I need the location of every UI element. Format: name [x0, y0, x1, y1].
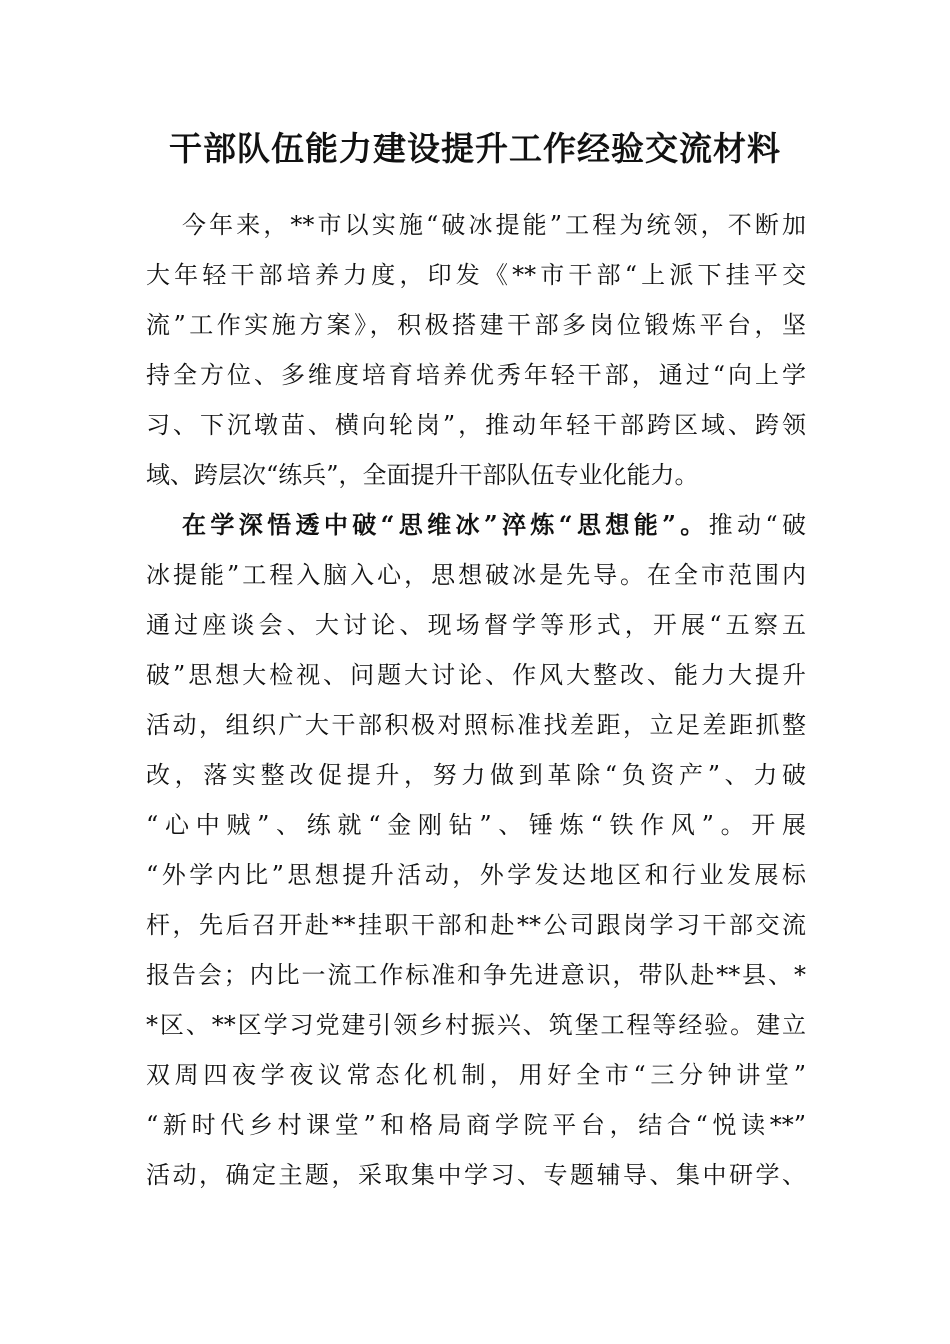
section-heading: 在学深悟透中破“思维冰”淬炼“思想能”。 — [182, 510, 709, 539]
paragraph-line: 报告会；内比一流工作标准和争先进意识，带队赴**县、* — [146, 961, 806, 989]
paragraph-line: 大年轻干部培养力度，印发《**市干部“上派下挂平交 — [146, 261, 806, 289]
paragraph-line: 通过座谈会、大讨论、现场督学等形式，开展“五察五 — [146, 611, 806, 639]
paragraph-line: 破”思想大检视、问题大讨论、作风大整改、能力大提升 — [146, 661, 806, 689]
paragraph-intro — [146, 200, 806, 500]
paragraph-line: 域、跨层次“练兵”，全面提升干部队伍专业化能力。 — [146, 461, 699, 489]
paragraph-first-line — [146, 500, 806, 550]
paragraph-line: 习、下沉墩苗、横向轮岗”，推动年轻干部跨区域、跨领 — [146, 411, 806, 439]
paragraph-line: 杆，先后召开赴**挂职干部和赴**公司跟岗学习干部交流 — [146, 911, 806, 939]
paragraph-line: 改，落实整改促提升，努力做到革除“负资产”、力破 — [146, 761, 806, 789]
paragraph-line: *区、**区学习党建引领乡村振兴、筑堡工程等经验。建立 — [146, 1011, 806, 1039]
paragraph-line: 活动，组织广大干部积极对照标准找差距，立足差距抓整 — [146, 711, 806, 739]
paragraph-line: 冰提能”工程入脑入心，思想破冰是先导。在全市范围内 — [146, 561, 806, 589]
paragraph-line: 持全方位、多维度培育培养优秀年轻干部，通过“向上学 — [146, 361, 806, 389]
paragraph-line-rest: 推动“破 — [708, 511, 806, 539]
paragraph-line: 活动，确定主题，采取集中学习、专题辅导、集中研学、 — [146, 1161, 806, 1189]
paragraph-thinking — [146, 500, 806, 1200]
paragraph-line: 今年来，**市以实施“破冰提能”工程为统领，不断加 — [182, 211, 806, 239]
document-title: 干部队伍能力建设提升工作经验交流材料 — [169, 129, 781, 168]
paragraph-line: 双周四夜学夜议常态化机制，用好全市“三分钟讲堂” — [146, 1061, 806, 1089]
paragraph-line: 流”工作实施方案》，积极搭建干部多岗位锻炼平台，坚 — [146, 311, 806, 339]
paragraph-line: “新时代乡村课堂”和格局商学院平台，结合“悦读**” — [146, 1111, 806, 1139]
paragraph-line: “心中贼”、练就“金刚钻”、锤炼“铁作风”。开展 — [146, 811, 806, 839]
paragraph-line: “外学内比”思想提升活动，外学发达地区和行业发展标 — [146, 861, 806, 889]
